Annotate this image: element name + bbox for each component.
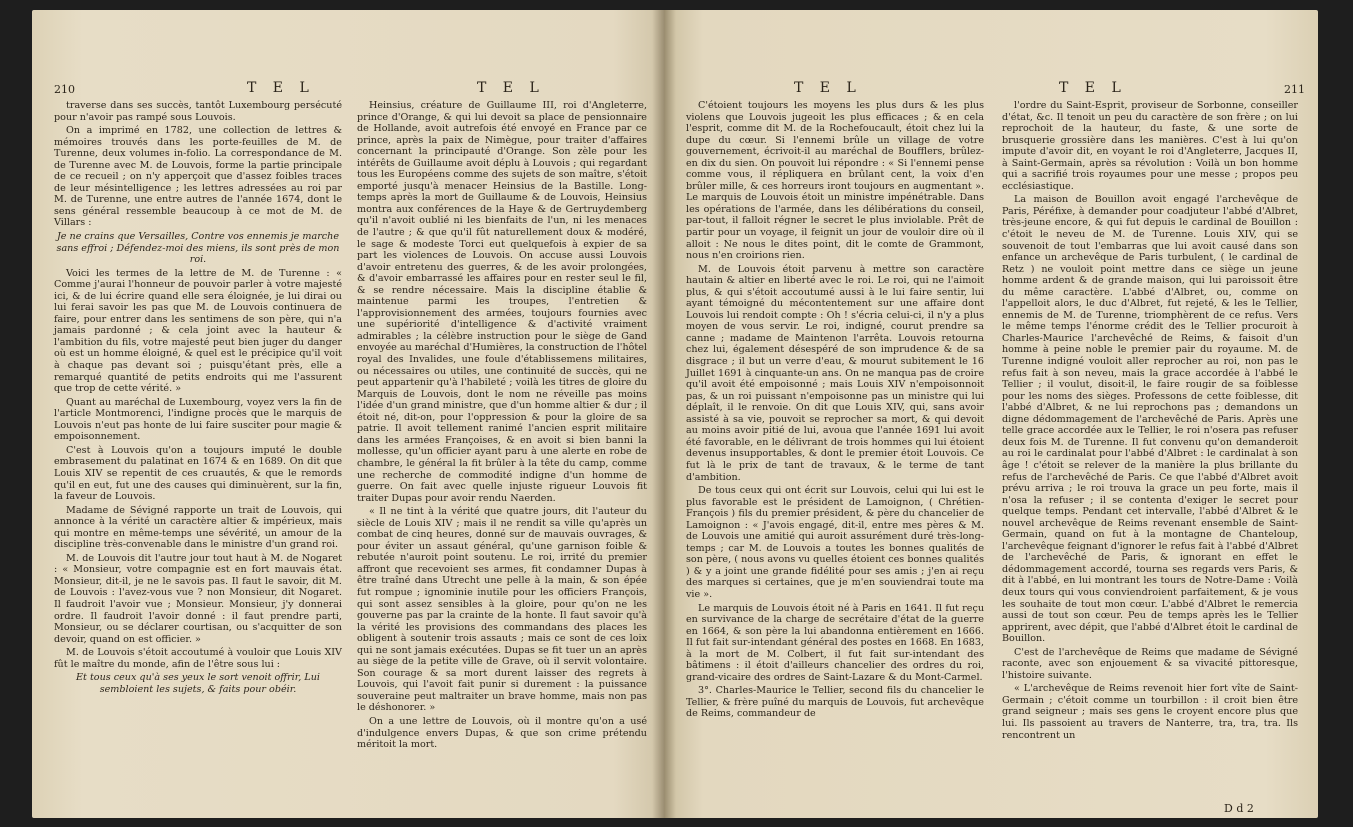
paragraph: M. de Louvois étoit parvenu à mettre son caractère hautain & altier en liberté avec le roi. Le roi, qui ne l'aimoit plus, & qui s'étoit accoutumé aussi à le lui faire sentir, lui ayant témoigné du mécontentement sur une affaire dont Louvois lui rendoit compte : Oh ! s'écria celui-ci, il n'y a plus moyen de vous servir. Le roi, indigné, courut prendre sa canne ; madame de Maintenon l'arrêta. Louvois retourna chez lui, également désespéré de son imprudence & de sa disgrace ; il but un verre d'eau, & mourut subitement le 16 Juillet 1691 à cinquante-un ans. On ne manqua pas de croire qu'il avoit été empoisonné ; mais Louis XIV n'empoisonnoit pas, & un roi puissant n'empoisonne pas un ministre qui lui déplaît, il le renvoie. On dit que Louis XIV, qui, sans avoir assisté à sa vie, pouvoit se reprocher sa mort, & qui devoit au moins avoir pitié de lui, avoua que l'année 1691 lui avoit été favorable, en le délivrant de trois hommes qui lui étoient devenus insupportables, & dont le premier étoit Louvois. Ce fut là le prix de tant de travaux, & le terme de tant d'ambition. <box>686 263 984 483</box>
running-head: T E L <box>794 80 862 96</box>
signature-mark: D d 2 <box>1224 802 1254 815</box>
running-head: T E L <box>477 80 545 96</box>
paragraph: M. de Louvois dit l'autre jour tout haut à M. de Nogaret : « Monsieur, votre compagnie est en fort mauvais état. Monsieur, dit-il, je ne le savois pas. Il faut le savoir, dit M. de Louvois : l'avez-vous vue ? non Monsieur, dit Nogaret. Il faudroit l'avoir vue ; Monsieur. Monsieur, j'y donnerai ordre. Il faudroit l'avoir donné : il faut prendre parti, Monsieur, ou se déclarer courtisan, ou s'acquitter de son devoir, quand on est officier. » <box>54 552 342 645</box>
left-page <box>32 10 664 818</box>
running-head: T E L <box>1059 80 1127 96</box>
paragraph: Voici les termes de la lettre de M. de Turenne : « Comme j'aurai l'honneur de pouvoir parler à votre majesté ici, & de lui écrire quand elle sera éloignée, je lui dirai ou lui ferai savoir les pas que M. de Louvois continuera de faire, pour entrer dans les sentimens de son père, qui n'a jamais pardonné ; & cela joint avec la hauteur & l'ambition du fils, votre majesté peut bien juger du danger où est un homme éloigné, & quel est le précipice qu'il voit à chaque pas devant soi ; puisqu'étant près, elle a remarqué quantité de petits endroits qui me l'assurent que trop de cette vérité. » <box>54 267 342 395</box>
paragraph: « L'archevêque de Reims revenoit hier fort vîte de Saint-Germain ; c'étoit comme un tourbillon : il croit bien être grand seigneur ; mais ses gens le croyent encore plus que lui. Ils passoient au travers de Nanterre, tra, tra, tra. Ils rencontrent un <box>1002 683 1298 741</box>
paragraph: De tous ceux qui ont écrit sur Louvois, celui qui lui est le plus favorable est le président de Lamoignon, ( Chrétien-François ) fils du premier président, & père du chancelier de Lamoignon : « J'avois engagé, dit-il, entre mes pères & M. de Louvois une amitié qui auroit assurément duré très-long-temps ; car M. de Louvois a toutes les bonnes qualités de son père, ( nous avons vu quelles étoient ces bonnes qualités ) & y a joint une grande fidélité pour ses amis ; j'en ai reçu des marques si certaines, que je m'en souviendrai toute ma vie ». <box>686 485 984 600</box>
text-column-left <box>54 100 342 697</box>
book-gutter <box>652 10 676 818</box>
paragraph: La maison de Bouillon avoit engagé l'archevêque de Paris, Péréfixe, à demander pour coadjuteur l'abbé d'Albret, très-jeune encore, & qui fut depuis le cardinal de Bouillon : c'étoit le neveu de M. de Turenne. Louis XIV, qui se souvenoit de tout l'embarras que lui avoit causé dans son enfance un archevêque de Paris turbulent, ( le cardinal de Retz ) ne vouloit point mettre dans ce siège un jeune homme ardent & de grande maison, qui lui paroissoit être du même caractère. L'abbé d'Albret, ou, comme on l'appelloit alors, le duc d'Albret, fut rejeté, & les le Tellier, ennemis de M. de Turenne, triomphèrent de ce refus. Vers le même temps l'énorme crédit des le Tellier procuroit à Charles-Maurice l'archevêché de Reims, & faisoit d'un homme à peine noble le premier pair du royaume. M. de Turenne indigné vouloit aller reprocher au roi, non pas le refus fait à son neveu, mais la grace accordée à l'abbé le Tellier ; il voulut, disoit-il, le faire rougir de sa foiblesse pour les noms des sièges. Professons de cette foiblesse, dit l'abbé d'Albret, & ne lui reprochons pas ; demandons un digne dédommagement de l'archevêché de Paris. Après une telle grace accordée aux le Tellier, le roi n'osera pas refuser deux fois M. de Turenne. Il fut convenu qu'on demanderoit au roi le cardinalat pour l'abbé d'Albret : le cardinalat à son âge ! c'étoit se relever de la manière la plus brillante du refus de l'archevêché de Paris. Ce que l'abbé d'Albret avoit prévu arriva ; le roi trouva la grace un peu forte, mais il n'osa la refuser ; il se contenta d'exiger le secret pour quelque temps. Pendant cet intervalle, l'abbé d'Albret & le nouvel archevêque de Reims revenant ensemble de Saint-Germain, quand on fut à la montagne de Chanteloup, l'archevêque feignant d'ignorer le refus fait à l'abbé d'Albret de l'archevêché de Paris, & ignorant en effet le dédommagement accordé, tourna ses regards vers Paris, & dit à l'abbé, en lui montrant les tours de Notre-Dame : Voilà deux tours qui vous conviendroient parfaitement, & je vous les souhaite de tout mon cœur. L'abbé d'Albret le remercia aussi de tout son cœur. Peu de temps après les le Tellier apprirent, avec dépit, que l'abbé d'Albret étoit le cardinal de Bouillon. <box>1002 194 1298 645</box>
right-page <box>664 10 1318 818</box>
paragraph: C'est à Louvois qu'on a toujours imputé le double embrasement du palatinat en 1674 & en 1689. On dit que Louis XIV se repentit de ces cruautés, & que le remords qu'il en eut, fut une des causes qui diminuèrent, sur la fin, la faveur de Louvois. <box>54 444 342 503</box>
paragraph: On a imprimé en 1782, une collection de lettres & mémoires trouvés dans les porte-feuilles de M. de Turenne, deux volumes in-folio. La correspondance de M. de Turenne avec M. de Louvois, forme la partie principale de ce recueil ; on n'y apperçoit que d'assez foibles traces de leur mésintelligence ; les lettres adressées au roi par M. de Turenne, une entre autres de l'année 1674, dont le sens général ressemble beaucoup à ce mot de M. de Villars : <box>54 125 342 229</box>
paragraph: 3°. Charles-Maurice le Tellier, second fils du chancelier le Tellier, & frère puîné du marquis de Louvois, fut archevêque de Reims, commandeur de <box>686 685 984 720</box>
verse: Et tous ceux qu'à ses yeux le sort venoit offrir, Lui sembloient les sujets, & faits pour obéir. <box>76 672 320 695</box>
text-column-left <box>686 100 984 722</box>
text-column-right <box>357 100 647 753</box>
running-head: T E L <box>247 80 315 96</box>
paragraph: C'étoient toujours les moyens les plus durs & les plus violens que Louvois jugeoit les plus efficaces ; & en cela l'esprit, comme dit M. de la Rochefoucault, étoit chez lui la dupe du cœur. Si l'ennemi brûle un village de votre gouvernement, écrivoit-il au maréchal de Boufflers, brûlez-en dix du sien. On pouvoit lui répondre : « Si l'ennemi pense comme vous, il répliquera en brûlant cent, la voix d'en brûler mille, & ces horreurs iront toujours en augmentant ». Le marquis de Louvois étoit un ministre impénétrable. Dans les opérations de l'armée, dans les délibérations du conseil, par-tout, il falloit régner le secret le plus inviolable. Prêt de partir pour un voyage, il feignit un jour de vouloir dire où il alloit : Ne nous le dites point, dit le comte de Grammont, nous n'en croirions rien. <box>686 100 984 262</box>
text-column-right <box>1002 100 1298 743</box>
paragraph: Madame de Sévigné rapporte un trait de Louvois, qui annonce à la vérité un caractère altier & impérieux, mais qui montre en même-temps une sévérité, un amour de la discipline très-convenable dans le ministre d'un grand roi. <box>54 504 342 551</box>
page-number: 211 <box>1284 83 1305 96</box>
paragraph: « Il ne tint à la vérité que quatre jours, dit l'auteur du siècle de Louis XIV ; mais il ne rendit sa ville qu'après un combat de cinq heures, donné sur de mauvais ouvrages, & pour éviter un assaut général, qu'une garnison foible & rebutée n'auroit point soutenu. Le roi, irrité du premier affront que recevoient ses armes, fit condamner Dupas à être traîné dans Utrecht une pelle à la main, & son épée fut rompue ; ignominie inutile pour les officiers François, qui sont assez sensibles à la gloire, pour qu'on ne les gouverne pas par la crainte de la honte. Il faut savoir qu'à la vérité les provisions des commandans des places les obligent à soutenir trois assauts ; mais ce sont de ces loix qui ne sont jamais exécutées. Dupas se fit tuer un an après au siège de la petite ville de Grave, où il servit volontaire. Son courage & sa mort durent laisser des regrets à Louvois, qui l'avoit fait punir si durement : la puissance souveraine peut maltraiter un brave homme, mais non pas le déshonorer. » <box>357 506 647 714</box>
paragraph: Le marquis de Louvois étoit né à Paris en 1641. Il fut reçu en survivance de la charge de secrétaire d'état de la guerre en 1664, & son père la lui abandonna entièrement en 1666. Il fut fait sur-intendant général des postes en 1668. En 1683, à la mort de M. Colbert, il fut fait sur-intendant des bâtimens : il étoit d'ailleurs chancelier des ordres du roi, grand-vicaire des ordres de Saint-Lazare & du Mont-Carmel. <box>686 602 984 683</box>
paragraph: traverse dans ses succès, tantôt Luxembourg persécuté pour n'avoir pas rampé sous Louvois. <box>54 100 342 123</box>
paragraph: Quant au maréchal de Luxembourg, voyez vers la fin de l'article Montmorenci, l'indigne procès que le marquis de Louvois n'eut pas honte de lui faire susciter pour magie & empoisonnement. <box>54 396 342 443</box>
paragraph: Heinsius, créature de Guillaume III, roi d'Angleterre, prince d'Orange, & qui lui devoit sa place de pensionnaire de Hollande, avoit autrefois été envoyé en France par ce prince, après la paix de Nimègue, pour traiter d'affaires concernant la principauté d'Orange. Son zèle pour les intérêts de Guillaume avoit déplu à Louvois ; qui regardant tous les Européens comme des sujets de son maître, s'étoit emporté jusqu'à menacer Heinsius de la Bastille. Long-temps après la mort de Guillaume & de Louvois, Heinsius montra aux conférences de la Haye & de Gertruydemberg qu'il n'avoit oublié ni les bienfaits de l'un, ni les menaces de l'autre ; & que qu'il fût naturellement doux & modéré, le sage & modeste Torci eut quelquefois à expier de sa part les violences de Louvois. On accuse aussi Louvois d'avoir entretenu des guerres, & de les avoir prolongées, & d'avoir embarrassé les affaires pour en rester seul le fil, & se rendre nécessaire. Mais la discipline établie & maintenue parmi les troupes, l'entretien & l'approvisionnement des armées, toujours fournies avec une supériorité d'intelligence & d'activité vraiment admirables ; la célèbre instruction pour le siège de Gand envoyée au maréchal d'Humières, la construction de l'hôtel royal des Invalides, une foule d'établissemens militaires, ou nécessaires ou utiles, une continuité de succès, qui ne peut appartenir qu'à l'habileté ; voilà les titres de gloire du Marquis de Louvois, dont le nom ne réveille pas moins l'idée d'un grand ministre, que d'un homme altier & dur ; il étoit né, dit-on, pour l'oppression & pour la gloire de sa patrie. Il avoit tellement ranimé l'ancien esprit militaire dans les armées Françoises, & en avoit si bien banni la mollesse, qu'un officier ayant paru à une alerte en robe de chambre, le général la fit brûler à la tête du camp, comme une recherche de commodité indigne d'un homme de guerre. On fait avec quelle injuste rigueur Louvois fit traiter Dupas pour avoir rendu Naerden. <box>357 100 647 504</box>
verse: Je ne crains que Versailles, Contre vos ennemis je marche sans effroi ; Défendez-moi des miens, ils sont près de mon roi. <box>56 231 340 266</box>
paragraph: l'ordre du Saint-Esprit, proviseur de Sorbonne, conseiller d'état, &c. Il tenoit un peu du caractère de son frère ; on lui reprochoit de la hauteur, du faste, & une sorte de brusquerie grossière dans les manières. C'est à lui qu'on impute d'avoir dit, en voyant le roi d'Angleterre, Jacques II, à Saint-Germain, après sa révolution : Voilà un bon homme qui a sacrifié trois royaumes pour une messe ; propos peu ecclésiastique. <box>1002 100 1298 192</box>
paragraph: M. de Louvois s'étoit accoutumé à vouloir que Louis XIV fût le maître du monde, afin de l'être sous lui : <box>54 647 342 670</box>
paragraph: C'est de l'archevêque de Reims que madame de Sévigné raconte, avec son enjouement & sa vivacité pittoresque, l'histoire suivante. <box>1002 646 1298 681</box>
page-number: 210 <box>54 83 75 96</box>
paragraph: On a une lettre de Louvois, où il montre qu'on a usé d'indulgence envers Dupas, & que son crime prétendu méritoit la mort. <box>357 715 647 751</box>
